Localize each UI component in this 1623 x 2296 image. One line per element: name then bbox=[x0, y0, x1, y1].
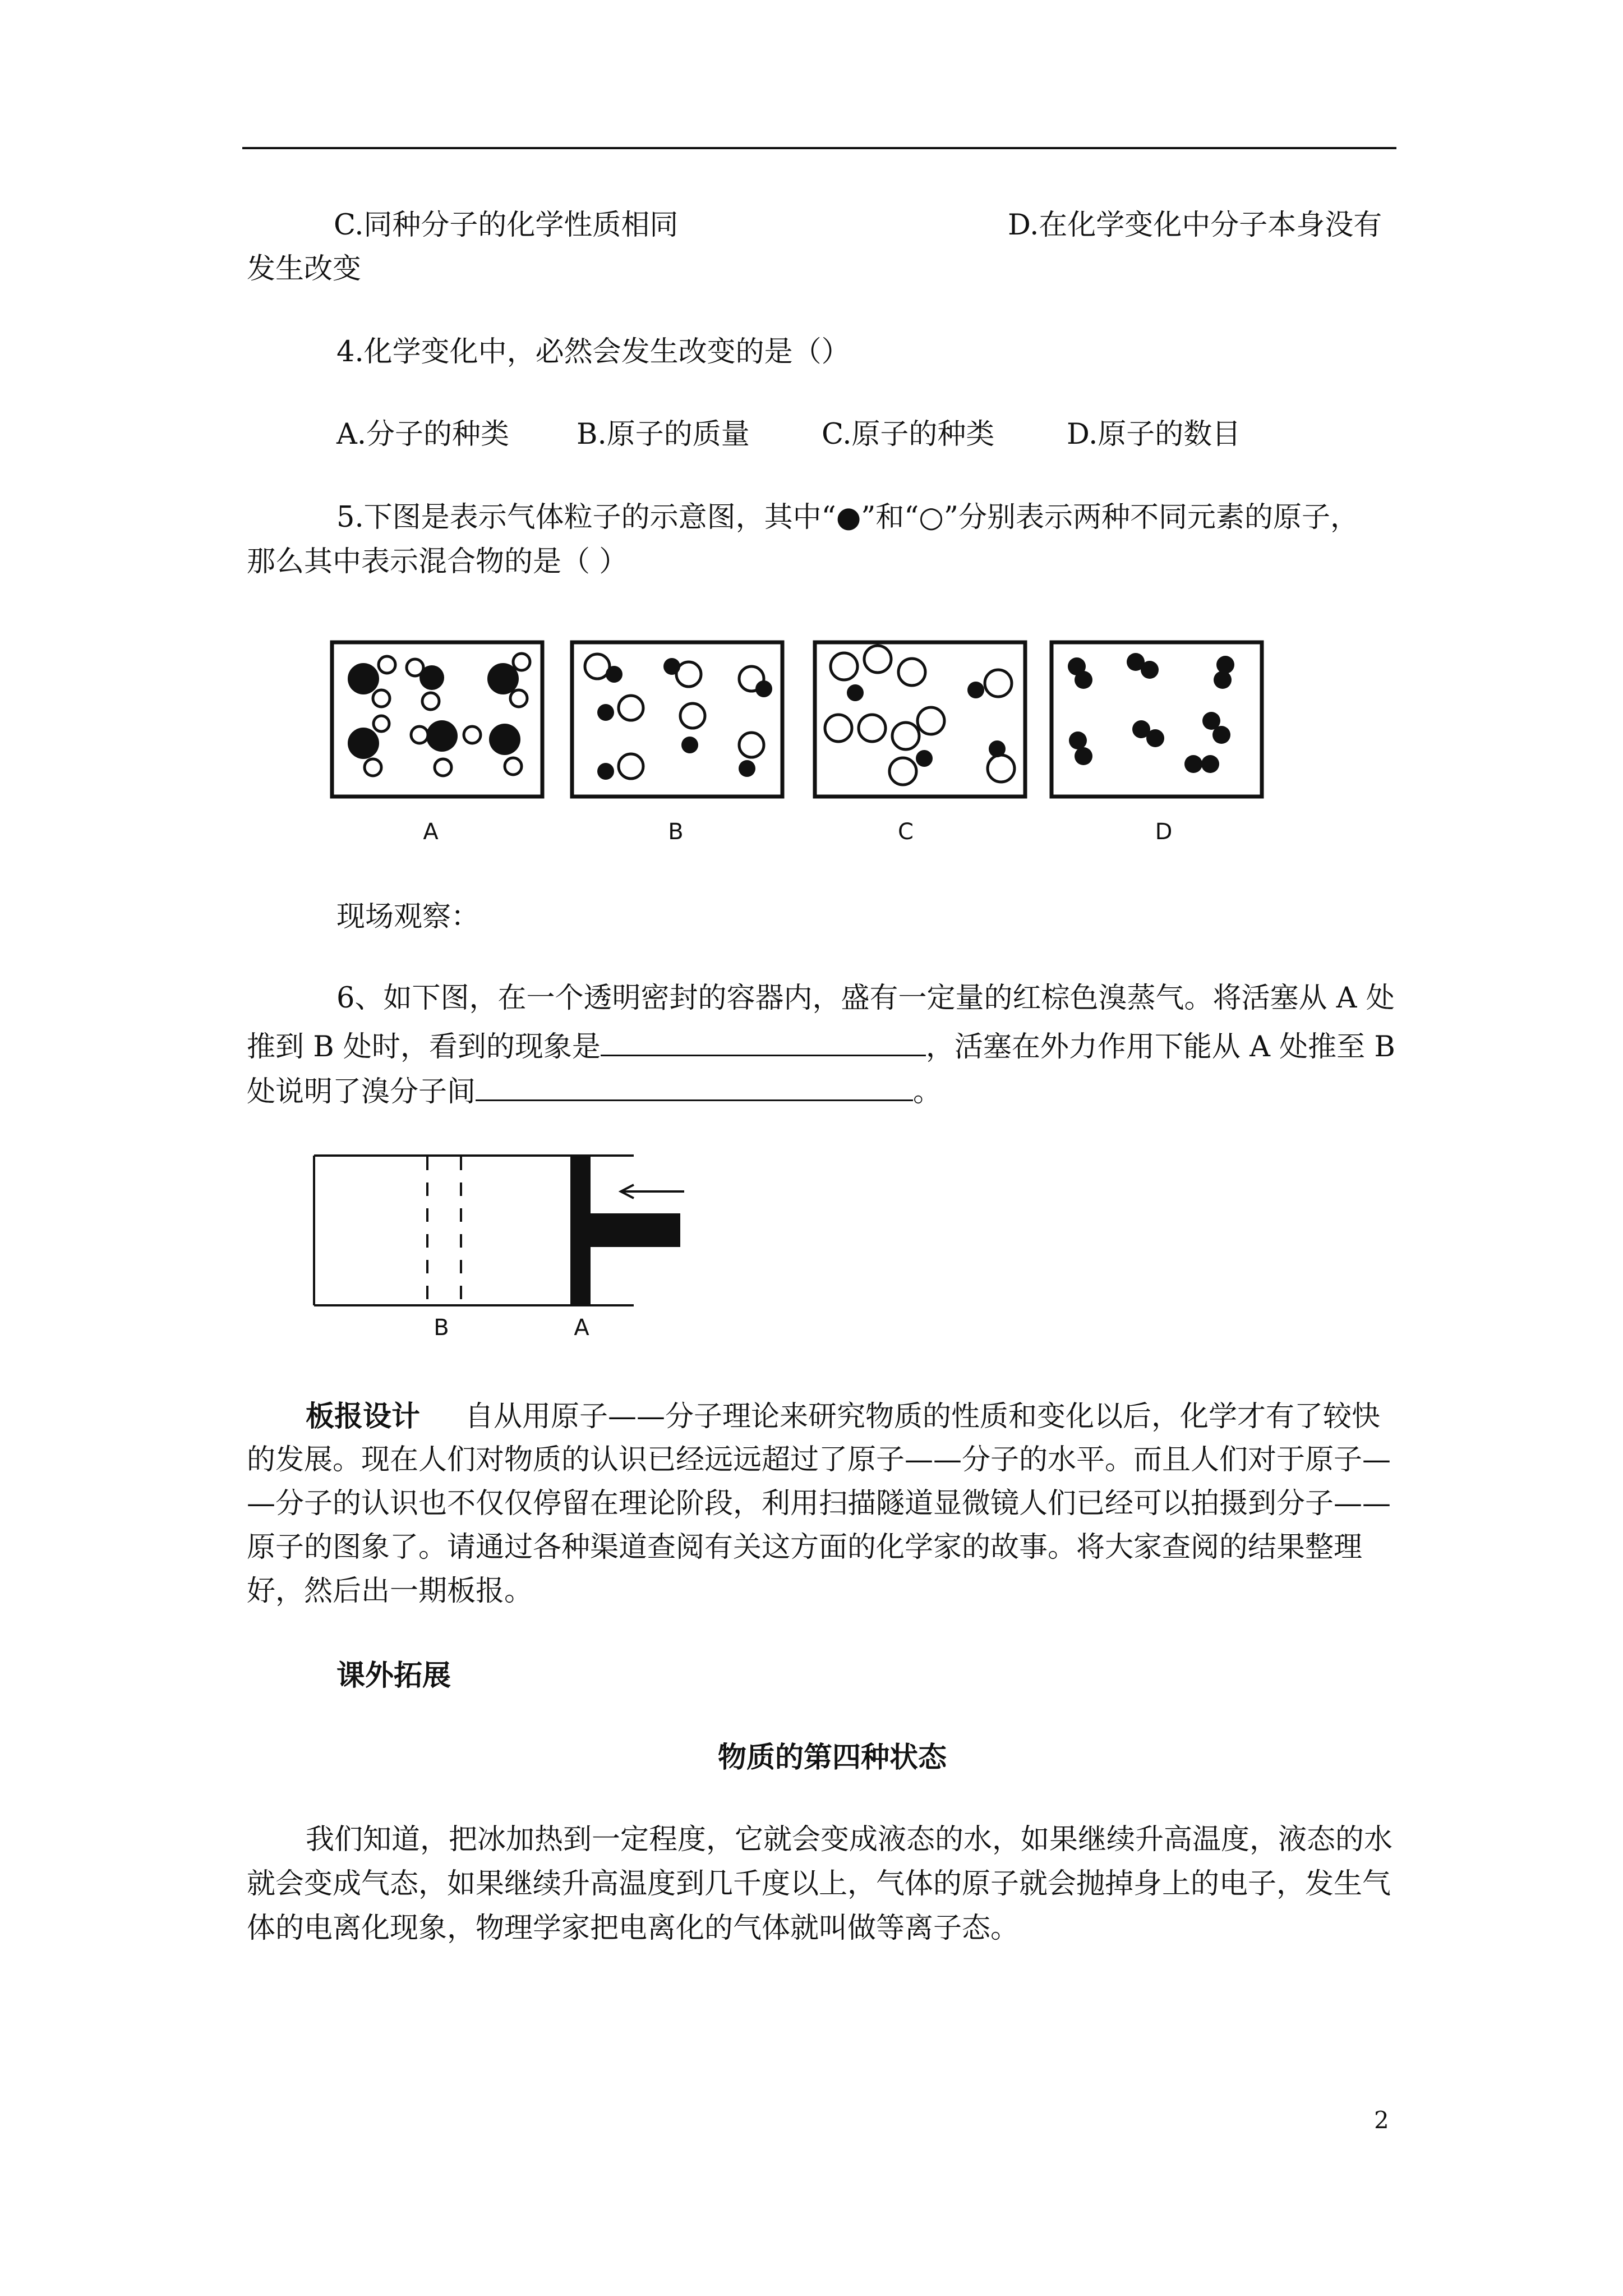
q3-option-c: C.同种分子的化学性质相同 bbox=[334, 209, 679, 242]
q4-option-c: C.原子的种类 bbox=[822, 418, 995, 451]
panel-label-b: B bbox=[668, 819, 684, 845]
board-line2: 的发展。现在人们对物质的认识已经远远超过了原子——分子的水平。而且人们对于原子— bbox=[247, 1443, 1391, 1476]
page-number: 2 bbox=[1374, 2106, 1389, 2134]
q3-option-d: D.在化学变化中分子本身没有 bbox=[1008, 209, 1382, 242]
panel-a bbox=[332, 642, 542, 797]
board-line1 bbox=[306, 1400, 1380, 1434]
q6-line3-start: 处说明了溴分子间 bbox=[247, 1075, 476, 1108]
panel-label-c: C bbox=[898, 819, 914, 845]
q3-option-d-cont: 发生改变 bbox=[247, 252, 362, 286]
board-line1-text: 自从用原子——分子理论来研究物质的性质和变化以后，化学才有了较快 bbox=[465, 1400, 1381, 1433]
extension-line1: 我们知道，把冰加热到一定程度，它就会变成液态的水，如果继续升高温度，液态的水 bbox=[306, 1823, 1393, 1856]
q6-line2 bbox=[247, 1027, 1395, 1064]
piston-rod bbox=[589, 1213, 680, 1247]
q6-line2-end: ，活塞在外力作用下能从 A 处推至 B bbox=[925, 1030, 1395, 1064]
panel-d bbox=[1052, 642, 1262, 797]
q6-line3-end: 。 bbox=[913, 1075, 942, 1108]
panel-label-d: D bbox=[1155, 819, 1173, 845]
extension-line2: 就会变成气态，如果继续升高温度到几千度以上，气体的原子就会抛掉身上的电子，发生气 bbox=[247, 1867, 1391, 1901]
board-line5: 好，然后出一期板报。 bbox=[247, 1575, 533, 1608]
q6-line1: 6、如下图，在一个透明密封的容器内，盛有一定量的红棕色溴蒸气。将活塞从 A 处 bbox=[336, 982, 1395, 1015]
panel-c bbox=[815, 642, 1025, 797]
q6-answer-blank-1[interactable] bbox=[601, 1027, 926, 1056]
panel-label-a: A bbox=[423, 819, 439, 845]
piston-head bbox=[570, 1157, 591, 1304]
q6-line2-start: 推到 B 处时，看到的现象是 bbox=[247, 1030, 601, 1064]
panel-b bbox=[572, 642, 782, 797]
extension-heading: 课外拓展 bbox=[336, 1659, 451, 1692]
header-rule bbox=[242, 147, 1396, 149]
label-a: A bbox=[574, 1315, 589, 1341]
piston-container-figure bbox=[311, 1150, 715, 1352]
extension-line3: 体的电离化现象，物理学家把电离化的气体就叫做等离子态。 bbox=[247, 1912, 1020, 1945]
board-line4: 原子的图象了。请通过各种渠道查阅有关这方面的化学家的故事。将大家查阅的结果整理 bbox=[247, 1531, 1363, 1564]
q4-option-b: B.原子的质量 bbox=[577, 418, 750, 451]
q4-stem: 4.化学变化中，必然会发生改变的是（） bbox=[336, 335, 850, 369]
q4-option-d: D.原子的数目 bbox=[1067, 418, 1241, 451]
extension-title: 物质的第四种状态 bbox=[718, 1741, 947, 1774]
q4-option-a: A.分子的种类 bbox=[336, 418, 510, 451]
board-heading: 板报设计 bbox=[306, 1400, 421, 1433]
q6-answer-blank-2[interactable] bbox=[476, 1071, 913, 1101]
board-line3: —分子的认识也不仅仅停留在理论阶段，利用扫描隧道显微镜人们已经可以拍摄到分子—— bbox=[247, 1487, 1391, 1520]
q6-line3 bbox=[247, 1071, 942, 1109]
label-b: B bbox=[434, 1315, 449, 1341]
q5-stem-line1: 5.下图是表示气体粒子的示意图，其中“●”和“○”分别表示两种不同元素的原子， bbox=[336, 501, 1359, 534]
q5-stem-line2: 那么其中表示混合物的是（ ） bbox=[247, 545, 628, 578]
particle-diagram-figure bbox=[325, 634, 1290, 858]
observe-heading: 现场观察： bbox=[336, 900, 480, 933]
